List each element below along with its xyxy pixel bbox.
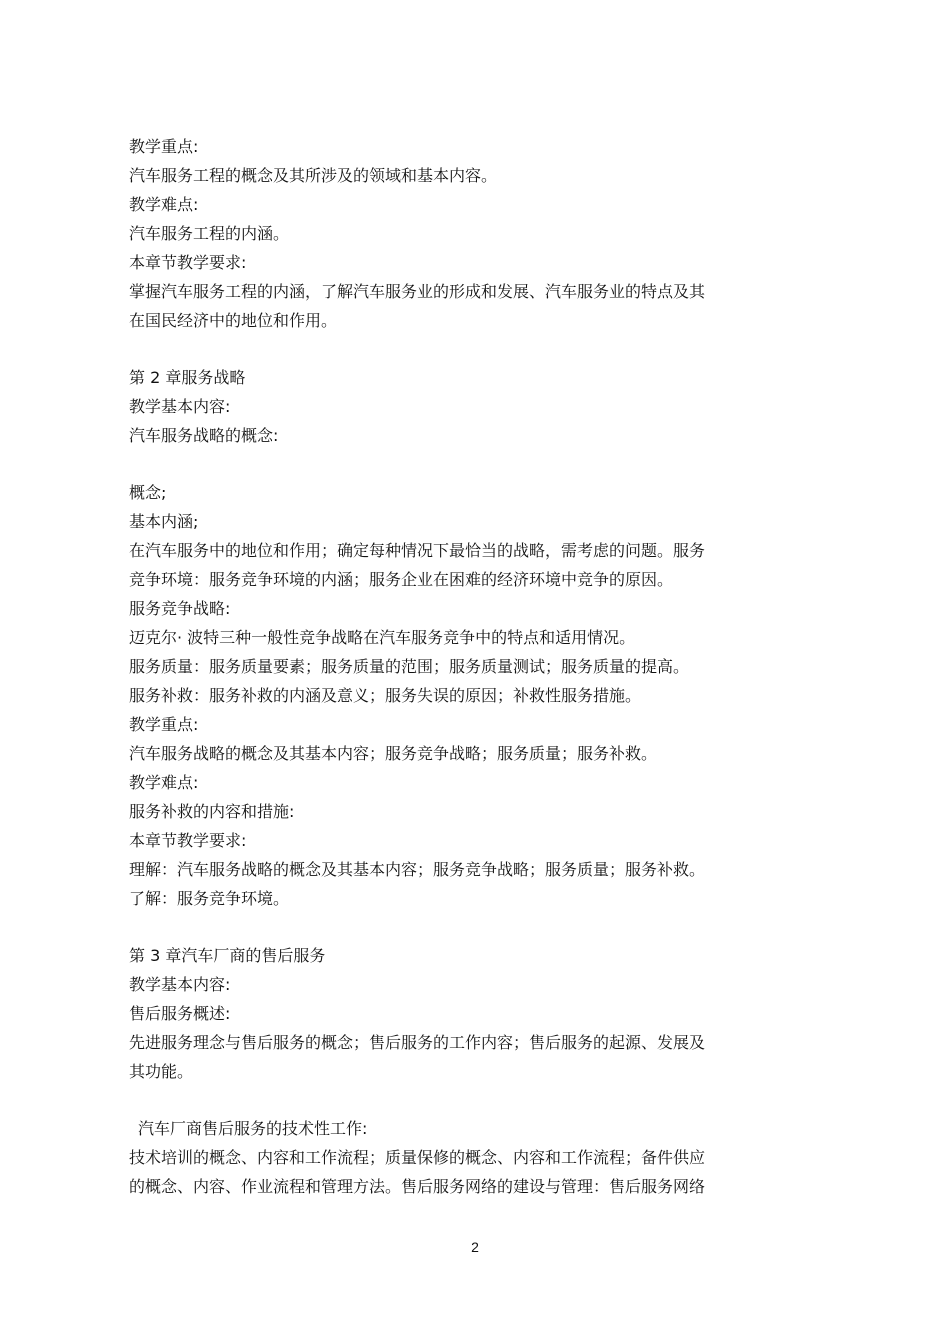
text-line: 汽车厂商售后服务的技术性工作: — [138, 1119, 368, 1138]
text-line: 汽车服务战略的概念及其基本内容；服务竞争战略；服务质量；服务补救。 — [129, 744, 658, 763]
text-line: 竞争环境：服务竞争环境的内涵；服务企业在困难的经济环境中竞争的原因。 — [129, 570, 674, 589]
text-line: 掌握汽车服务工程的内涵，了解汽车服务业的形成和发展、汽车服务业的特点及其 — [129, 282, 706, 301]
text-line: 技术培训的概念、内容和工作流程；质量保修的概念、内容和工作流程；备件供应 — [129, 1148, 706, 1167]
text-line: 理解：汽车服务战略的概念及其基本内容；服务竞争战略；服务质量；服务补救。 — [129, 860, 706, 879]
paragraph-spacer — [129, 450, 749, 478]
text-line: 服务补救：服务补救的内涵及意义；服务失误的原因；补救性服务措施。 — [129, 686, 642, 705]
text-line: 概念; — [129, 483, 167, 502]
chapter-heading: 第 3 章汽车厂商的售后服务 — [129, 946, 326, 965]
text-line: 教学基本内容: — [129, 397, 231, 416]
page-number: 2 — [471, 1239, 479, 1255]
page-content — [129, 132, 749, 1201]
text-line: 售后服务概述: — [129, 1004, 231, 1023]
text-line: 了解：服务竞争环境。 — [129, 889, 290, 908]
text-line: 教学难点: — [129, 773, 199, 792]
paragraph-spacer — [129, 1086, 749, 1114]
paragraph-spacer — [129, 335, 749, 363]
text-line: 基本内涵; — [129, 512, 199, 531]
text-line: 汽车服务工程的内涵。 — [129, 224, 290, 243]
text-line: 的概念、内容、作业流程和管理方法。售后服务网络的建设与管理：售后服务网络 — [129, 1177, 706, 1196]
text-line: 服务竞争战略: — [129, 599, 231, 618]
text-line: 先进服务理念与售后服务的概念；售后服务的工作内容；售后服务的起源、发展及 — [129, 1033, 706, 1052]
text-line: 服务补救的内容和措施: — [129, 802, 295, 821]
text-line: 在汽车服务中的地位和作用；确定每种情况下最恰当的战略，需考虑的问题。服务 — [129, 541, 706, 560]
text-line: 本章节教学要求: — [129, 253, 247, 272]
text-line: 教学重点: — [129, 715, 199, 734]
text-line: 服务质量：服务质量要素；服务质量的范围；服务质量测试；服务质量的提高。 — [129, 657, 690, 676]
text-line: 汽车服务战略的概念: — [129, 426, 279, 445]
text-line: 迈克尔· 波特三种一般性竞争战略在汽车服务竞争中的特点和适用情况。 — [129, 628, 636, 647]
text-line: 在国民经济中的地位和作用。 — [129, 311, 338, 330]
text-line: 其功能。 — [129, 1062, 194, 1081]
text-line: 教学基本内容: — [129, 975, 231, 994]
text-line: 教学难点: — [129, 195, 199, 214]
text-line: 本章节教学要求: — [129, 831, 247, 850]
text-line: 教学重点: — [129, 137, 199, 156]
text-line: 汽车服务工程的概念及其所涉及的领域和基本内容。 — [129, 166, 498, 185]
paragraph-spacer — [129, 913, 749, 941]
chapter-heading: 第 2 章服务战略 — [129, 368, 246, 387]
